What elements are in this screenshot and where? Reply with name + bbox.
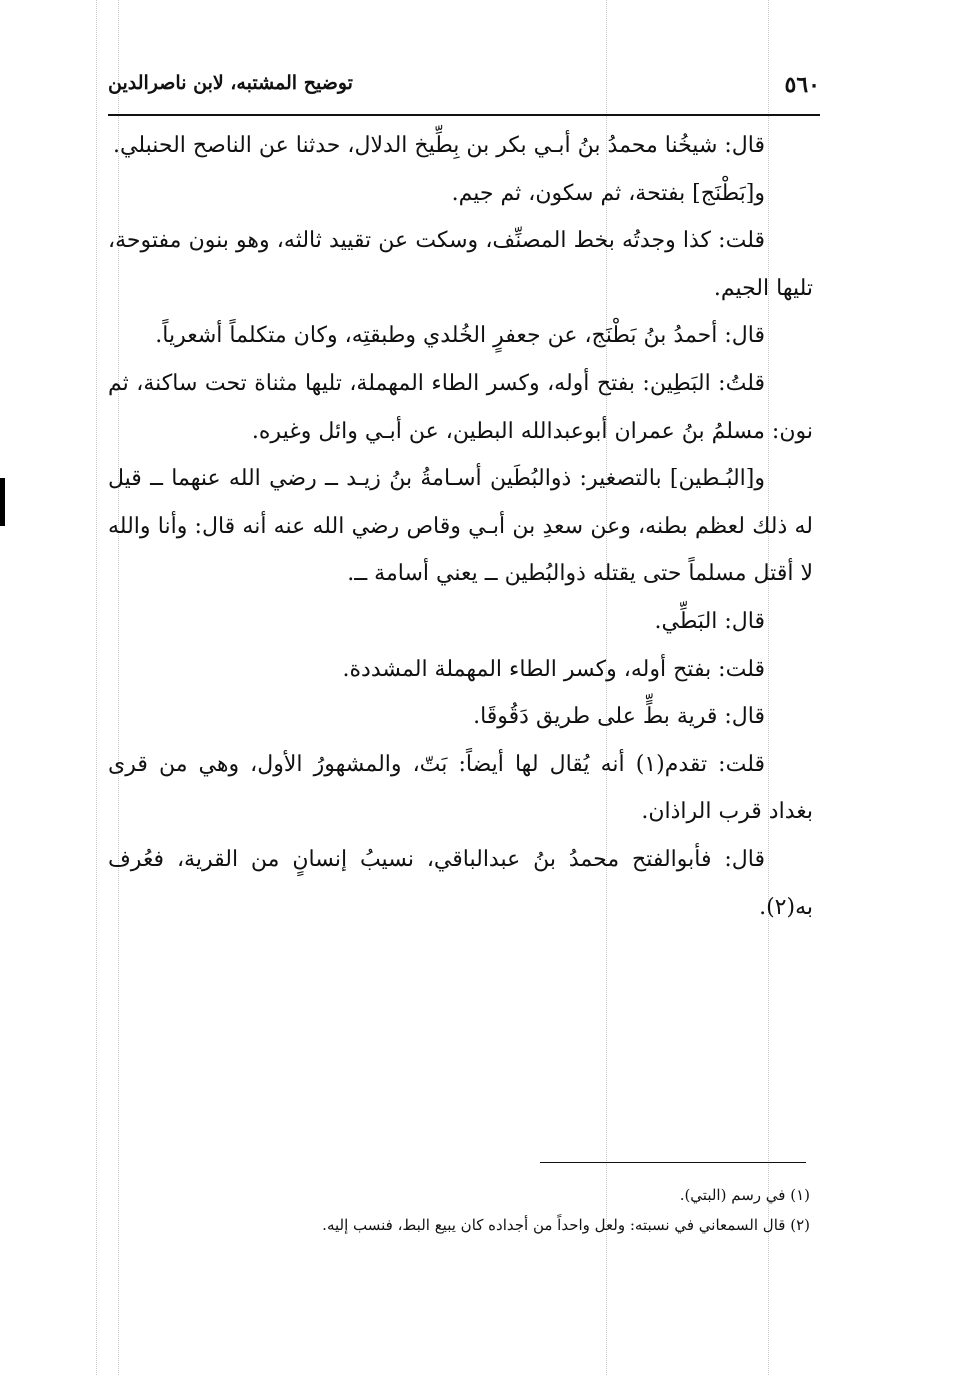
paragraph (108, 598, 813, 646)
paragraph-text: قلت: كذا وجدتُه بخط المصنِّف، وسكت عن تقييد ثالثه، وهو بنون مفتوحة، تليها الجيم. (108, 228, 813, 301)
footnotes (150, 1180, 810, 1240)
paragraph-text: قلت: بفتح أوله، وكسر الطاء المهملة المشددة. (342, 656, 765, 682)
paragraph-text: قال: قرية بطٍّ على طريق دَقُوقَا. (473, 704, 765, 730)
paragraph (108, 646, 813, 694)
paragraph (108, 693, 813, 741)
paragraph (108, 741, 813, 836)
paragraph (108, 360, 813, 455)
footnote-separator (540, 1162, 806, 1163)
page-number: ٥٦٠ (784, 72, 820, 98)
paragraph (108, 122, 813, 170)
running-title: توضيح المشتبه، لابن ناصرالدين (108, 72, 353, 94)
paragraph (108, 170, 813, 218)
header-rule (108, 114, 820, 116)
main-text (108, 122, 813, 931)
paragraph-text: قلت: تقدم(١) أنه يُقال لها أيضاً: بَتّ، والمشهورُ الأول، وهي من قرى بغداد قرب الراذان. (108, 751, 813, 825)
footnote: (٢) قال السمعاني في نسبته: ولعل واحداً من أجداده كان يبيع البط، فنسب إليه. (322, 1216, 810, 1234)
paragraph-text: قال: أحمدُ بنُ بَطْنَج، عن جعفرٍ الخُلدي وطبقتِه، وكان متكلماً أشعرياً. (155, 323, 765, 349)
paragraph (108, 312, 813, 360)
paragraph-text: قال: فأبوالفتح محمدُ بنُ عبدالباقي، نسيبُ إنسانٍ من القرية، فعُرف به(٢). (108, 846, 813, 920)
paragraph-text: و[البُـطين] بالتصغير: ذوالبُطَين أسـامةُ بنُ زيـد ــ رضي الله عنهما ــ قيل له ذلك لعظم بطنه، وعن سعدِ بن أبـي وقاص رضي الله عنه أنه قال: وأنا والله لا أقتل مسلماً حتى يقتله ذوالبُطين ــ يعني أسامة ــ. (108, 466, 813, 587)
paragraph (108, 217, 813, 312)
paragraph (108, 455, 813, 598)
scan-guide-line (96, 0, 97, 1375)
page-header (108, 68, 820, 108)
scan-edge-mark (0, 478, 5, 526)
footnote: (١) في رسم (البتي). (679, 1186, 810, 1204)
paragraph-text: قلتُ: البَطِين: بفتح أوله، وكسر الطاء المهملة، تليها مثناة تحت ساكنة، ثم نون: مسلمُ بنُ عمران أبوعبدالله البطين، عن أبـي وائل وغيره. (108, 370, 813, 444)
paragraph-text: قال: شيخُنا محمدُ بنُ أبـي بكر بن بِطِّيخ الدلال، حدثنا عن الناصح الحنبلي. (112, 133, 765, 158)
paragraph-text: و[بَطْنَج] بفتحة، ثم سكون، ثم جيم. (451, 180, 765, 206)
paragraph (108, 836, 813, 931)
paragraph-text: قال: البَطِّي. (654, 608, 765, 634)
